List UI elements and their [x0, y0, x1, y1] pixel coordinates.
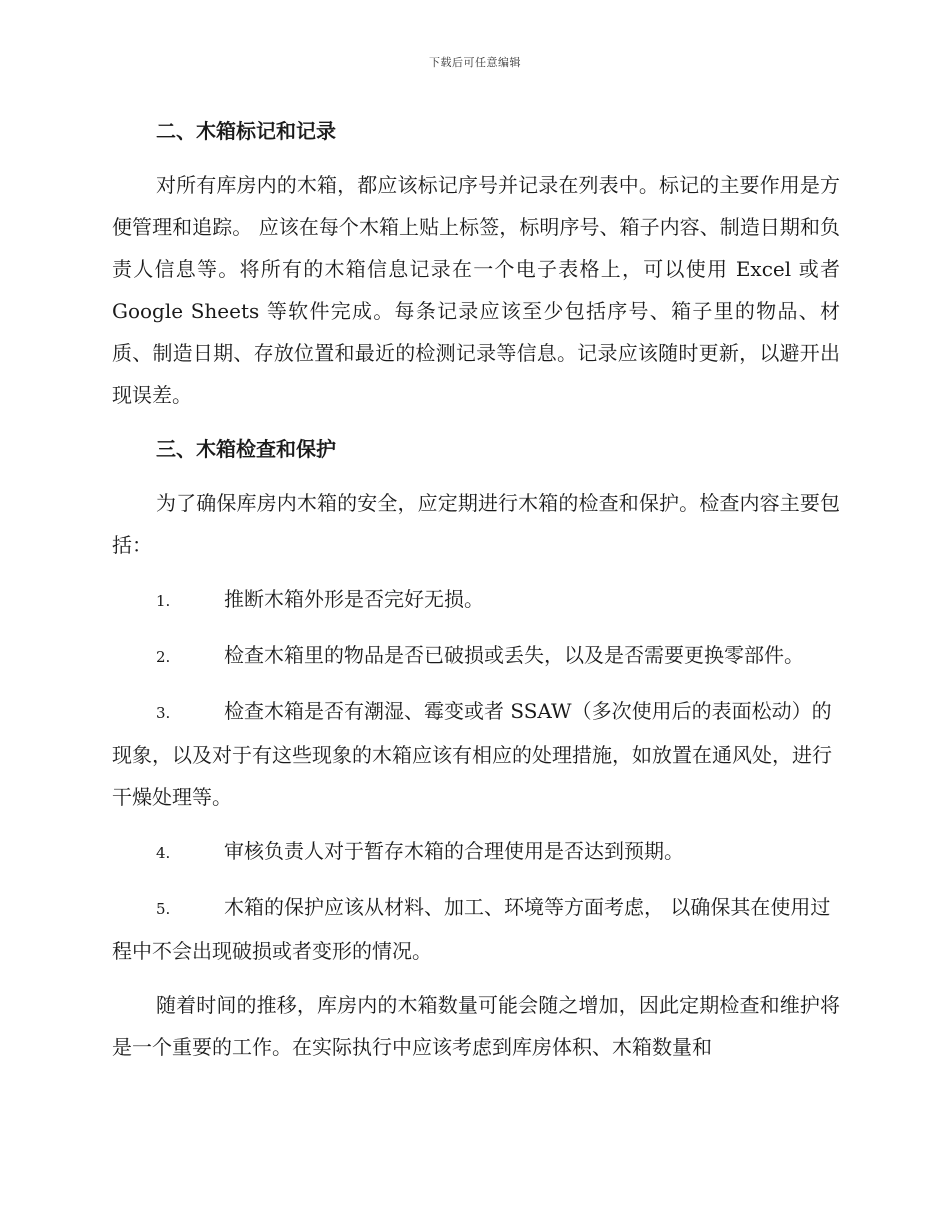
list-number: 3.	[156, 704, 171, 722]
section-3-closing-paragraph: 随着时间的推移，库房内的木箱数量可能会随之增加，因此定期检查和维护将是一个重要的工作。在实际执行中应该考虑到库房体积、木箱数量和	[112, 993, 840, 1059]
section-3-heading: 三、木箱检查和保护	[156, 437, 336, 461]
list-text: 推断木箱外形是否完好无损。	[224, 587, 484, 611]
list-item-3	[112, 690, 840, 818]
header-note: 下载后可任意编辑	[429, 56, 521, 69]
list-number: 1.	[156, 592, 171, 610]
list-text: 木箱的保护应该从材料、加工、环境等方面考虑， 以确保其在使用过程中不会出现破损或者变形的情况。	[112, 895, 831, 963]
list-text: 审核负责人对于暂存木箱的合理使用是否达到预期。	[224, 839, 684, 863]
section-2-heading: 二、木箱标记和记录	[156, 119, 336, 143]
list-item-1	[112, 578, 840, 622]
list-item-4	[112, 830, 840, 874]
section-3-intro: 为了确保库房内木箱的安全，应定期进行木箱的检查和保护。检查内容主要包括：	[112, 491, 840, 557]
list-item-2	[112, 634, 840, 678]
list-number: 5.	[156, 900, 171, 918]
document-body	[112, 104, 840, 1080]
list-number: 2.	[156, 648, 171, 666]
list-text: 检查木箱是否有潮湿、霉变或者 SSAW（多次使用后的表面松动）的现象，以及对于有这些现象的木箱应该有相应的处理措施，如放置在通风处，进行干燥处理等。	[112, 699, 832, 809]
list-number: 4.	[156, 844, 171, 862]
section-2-paragraph: 对所有库房内的木箱，都应该标记序号并记录在列表中。标记的主要作用是方便管理和追踪。 应该在每个木箱上贴上标签，标明序号、箱子内容、制造日期和负责人信息等。将所有的木箱信息记录在一个电子表格上，可以使用 Excel 或者 Google Sheets 等软件完成。每条记录应该至少包括序号、箱子里的物品、材质、制造日期、存放位置和最近的检测记录等信息。记录应该随时更新，以避开出现误差。	[112, 173, 840, 407]
list-text: 检查木箱里的物品是否已破损或丢失，以及是否需要更换零部件。	[224, 643, 804, 667]
list-item-5	[112, 886, 840, 972]
